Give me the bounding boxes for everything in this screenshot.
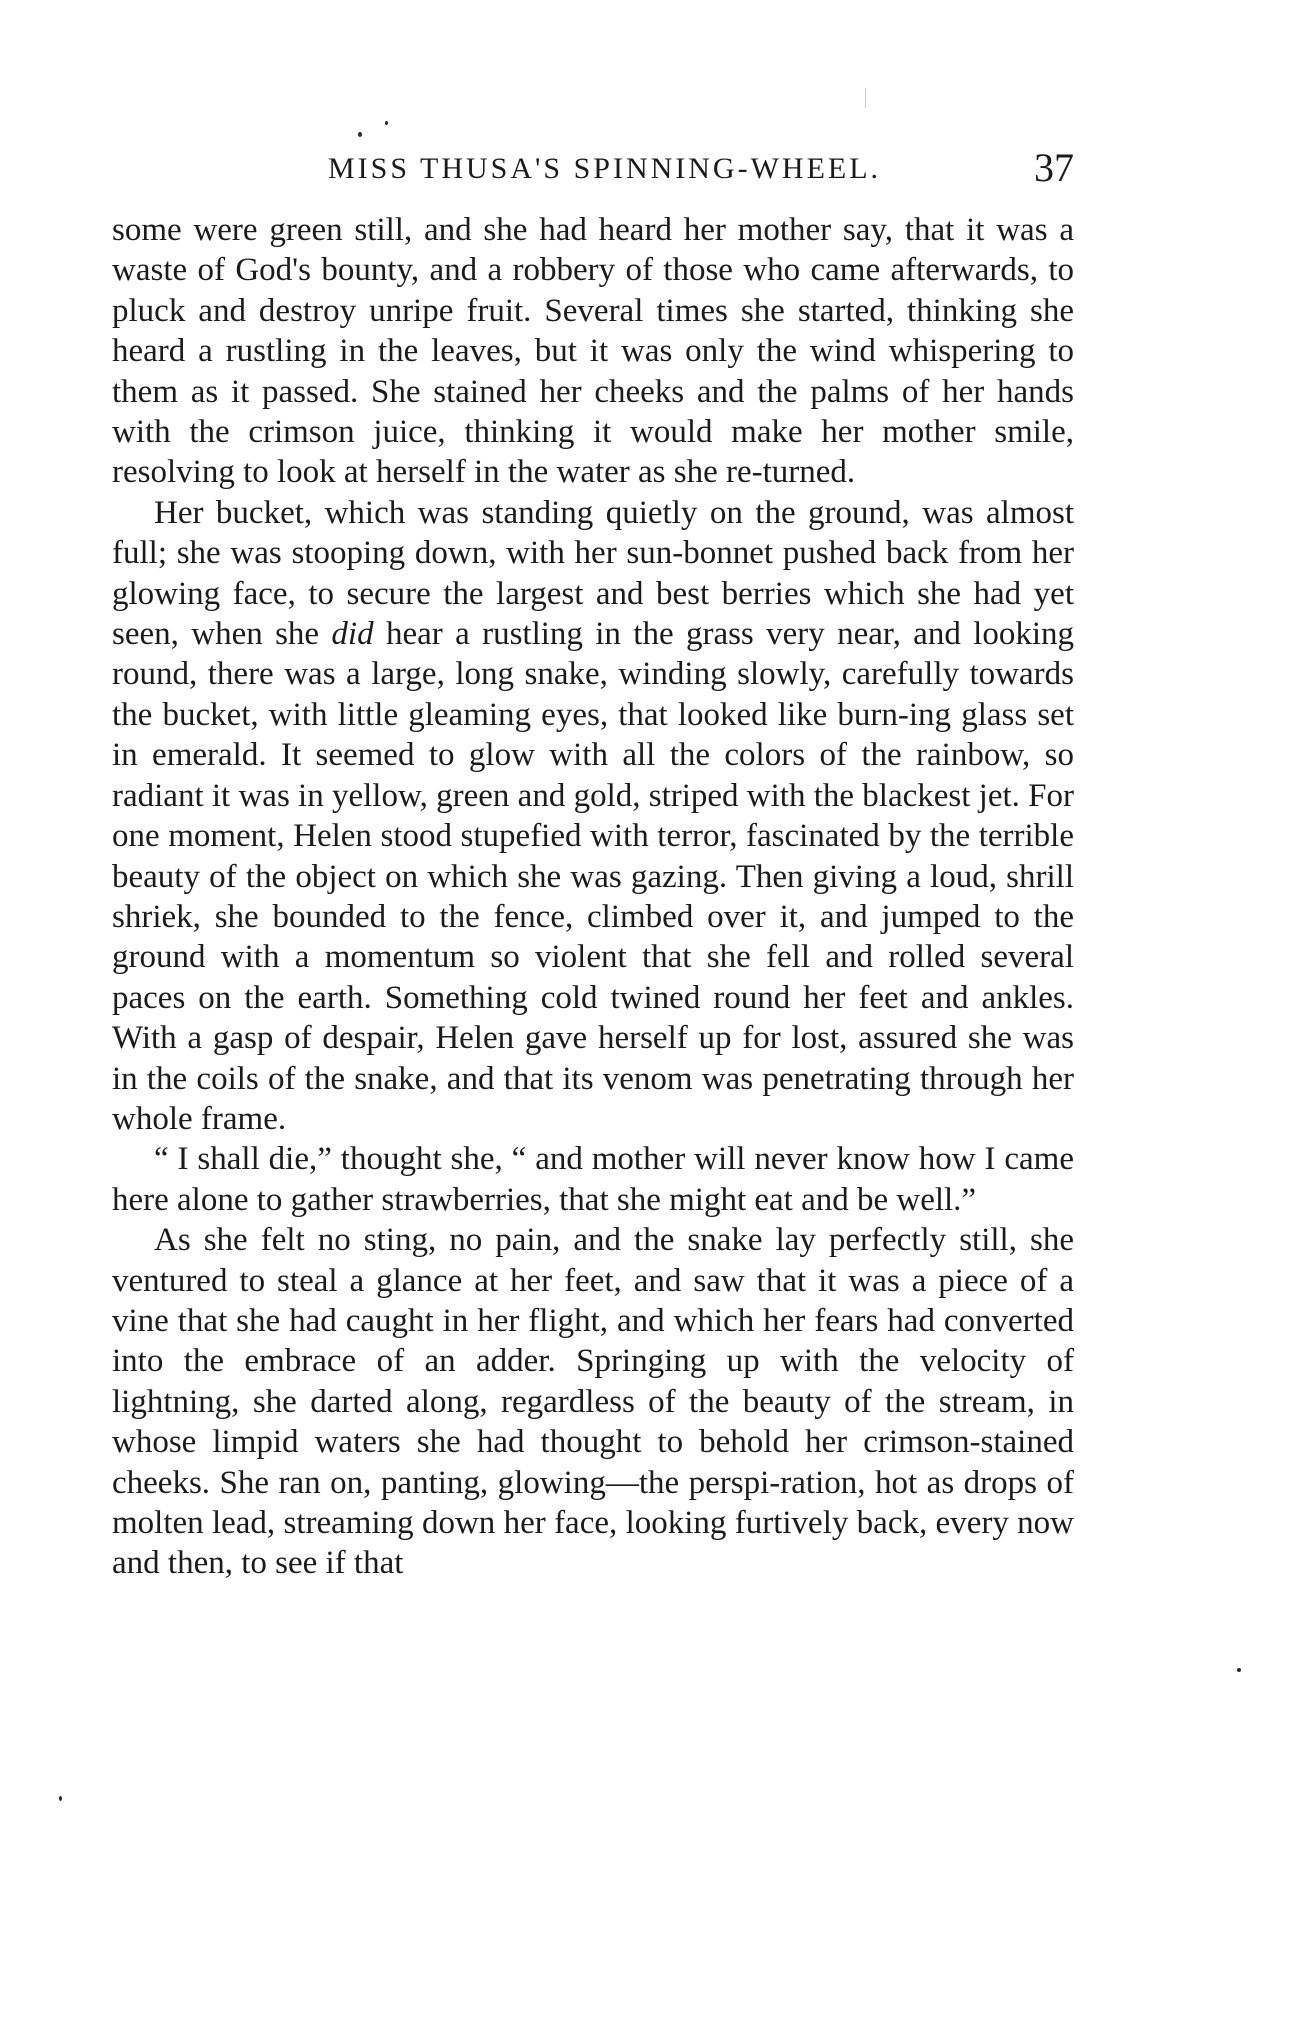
print-speck-top-2: [385, 121, 388, 125]
paragraph-1: some were green still, and she had heard her mother say, that it was a waste of God's bounty, and a robbery of those who came afterwards, to pluck and destroy unripe fruit. Several times she started, thinking she heard a rustling in the leaves, but it was only the wind whispering to them as it passed. She stained her cheeks and the palms of her hands with the crimson juice, thinking it would make her mother smile, resolving to look at herself in the water as she re-turned.: [112, 212, 1074, 491]
paragraph-4: As she felt no sting, no pain, and the snake lay perfectly still, she ventured to steal a glance at her feet, and saw that it was a piece of a vine that she had caught in her flight, and which her fears had converted into the embrace of an adder. Springing up with the velocity of lightning, she darted along, regardless of the beauty of the stream, in whose limpid waters she had thought to behold her crimson-stained cheeks. She ran on, panting, glowing—the perspi-ration, hot as drops of molten lead, streaming down her face, looking furtively back, every now and then, to see if that: [112, 1222, 1074, 1582]
page-header: [112, 145, 1074, 198]
paragraph-2: [112, 493, 1074, 1140]
body-text: [112, 210, 1074, 1584]
page-edge-mark: [865, 88, 866, 108]
page-number: 37: [1034, 145, 1074, 190]
paragraph-3: “ I shall die,” thought she, “ and mother will never know how I came here alone to gather strawberries, that she might eat and be well.”: [112, 1141, 1074, 1218]
print-speck-top: [358, 132, 362, 137]
print-speck-left: [59, 1796, 62, 1801]
paragraph-2-text-after: hear a rustling in the grass very near, and looking round, there was a large, long snake, winding slowly, carefully towards the bucket, with little gleaming eyes, that looked like burn-ing glass set in emerald. It seemed to glow with all the colors of the rainbow, so radiant it was in yellow, green and gold, striped with the blackest jet. For one moment, Helen stood stupefied with terror, fascinated by the terrible beauty of the object on which she was gazing. Then giving a loud, shrill shriek, she bounded to the fence, climbed over it, and jumped to the ground with a momentum so violent that she fell and rolled several paces on the earth. Something cold twined round her feet and ankles. With a gasp of despair, Helen gave herself up for lost, assured she was in the coils of the snake, and that its venom was penetrating through her whole frame.: [112, 616, 1075, 1137]
running-head: MISS THUSA'S SPINNING-WHEEL.: [328, 152, 882, 185]
paragraph-2-emphasis: did: [331, 616, 374, 653]
print-speck-right: [1237, 1668, 1241, 1672]
paragraph-2-text-before: Her bucket, which was standing quietly on the ground, was almost full; she was stooping down, with her sun-bonnet pushed back from her glowing face, to secure the largest and best berries which she had yet seen, when she: [112, 494, 1074, 653]
